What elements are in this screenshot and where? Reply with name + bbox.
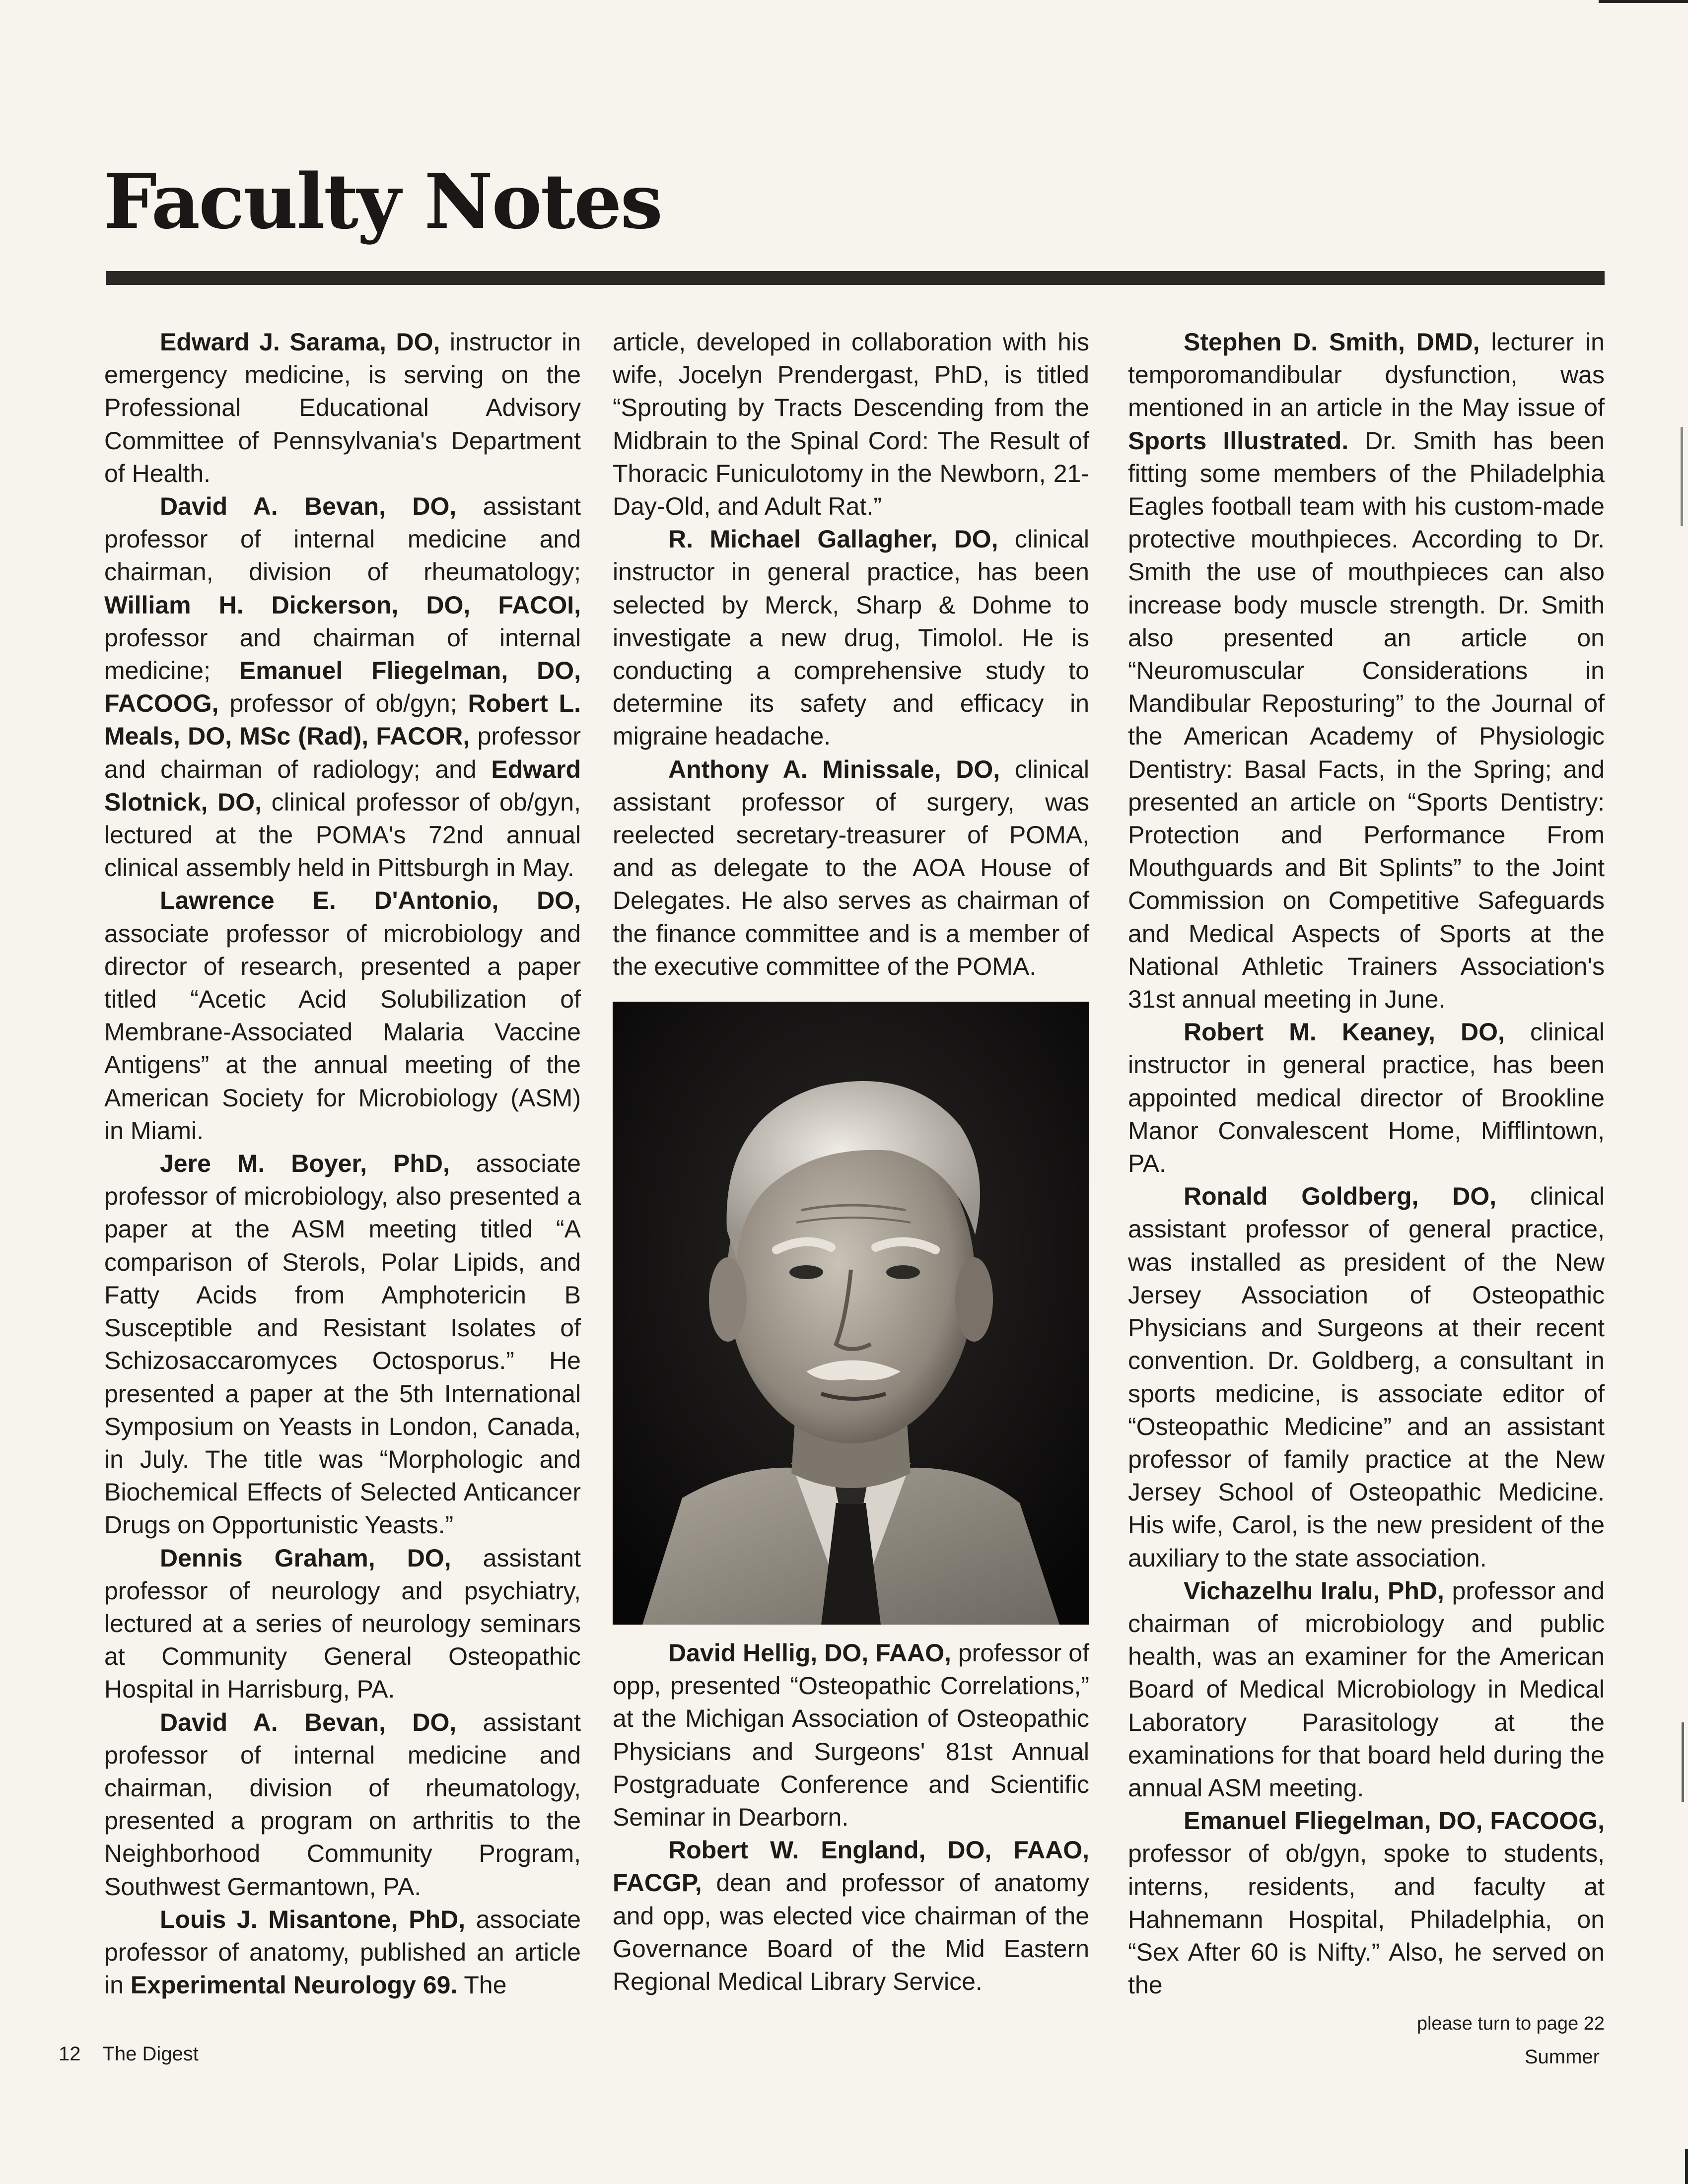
note-smith	[1128, 326, 1605, 1016]
scan-mark	[1599, 0, 1688, 3]
page-number: 12	[59, 2043, 81, 2065]
scan-mark	[1682, 1722, 1684, 1802]
column-2	[613, 326, 1089, 1998]
note-minissale	[613, 753, 1089, 983]
faculty-name: Anthony A. Minissale, DO,	[668, 755, 1000, 783]
scan-mark	[1685, 2149, 1688, 2184]
faculty-name: Emanuel Fliegelman, DO, FACOOG,	[104, 657, 581, 718]
faculty-name: Jere M. Boyer, PhD,	[160, 1150, 450, 1178]
note-graham	[104, 1542, 581, 1706]
journal-name: Experimental Neurology 69.	[130, 1971, 458, 1999]
note-text: professor of opp, presented “Osteopathic Correlations,” at the Michigan Association of Osteopathic Physicians and Surgeons' 81st Annual Postgraduate Conference and Scientific Seminar in Dearborn.	[613, 1639, 1090, 1832]
note-text: assistant professor of neurology and psychiatry, lectured at a series of neurology seminars at Community General Osteopathic Hospital in Harrisburg, PA.	[104, 1544, 581, 1704]
faculty-name: Edward J. Sarama, DO,	[160, 328, 440, 356]
note-england	[613, 1834, 1089, 1998]
note-text: professor and chairman of internal medicine;	[104, 623, 581, 685]
faculty-name: R. Michael Gallagher, DO,	[668, 525, 998, 553]
page-title: Faculty Notes	[103, 157, 662, 246]
continuation-note: please turn to page 22	[1416, 2013, 1605, 2035]
note-dantonio	[104, 884, 581, 1147]
note-text: assistant professor of internal medicine and chairman, division of rheumatology, presented a program on arthritis to the Neighborhood Community Program, Southwest Germantown, PA.	[104, 1708, 581, 1901]
note-misantone-continued: article, developed in collaboration with his wife, Jocelyn Prendergast, PhD, is titled “Sprouting by Tracts Descending from the Midbrain to the Spinal Cord: The Result of Thoracic Funiculotomy in the Newborn, 21-Day-Old, and Adult Rat.”	[613, 328, 1089, 521]
note-hellig	[613, 1637, 1089, 1834]
faculty-name: Dennis Graham, DO,	[160, 1544, 451, 1572]
note-text: The	[457, 1971, 507, 1999]
faculty-name: Louis J. Misantone, PhD,	[160, 1905, 466, 1933]
portrait-illustration	[613, 1002, 1089, 1625]
note-sarama	[104, 326, 581, 490]
faculty-name: Stephen D. Smith, DMD,	[1184, 328, 1480, 356]
note-text: professor and chairman of radiology; and	[104, 722, 581, 783]
faculty-name: Robert L. Meals, DO, MSc (Rad), FACOR,	[104, 689, 581, 751]
note-text: Dr. Smith has been fitting some members of the Philadelphia Eagles football team with his custom-made protective mouthpieces. According to Dr. Smith the use of mouthpieces can also increase body muscle strength. Dr. Smith also presented an article on “Neuromuscular Considerations in Mandibular Reposturing” to the Journal of the American Academy of Physiologic Dentistry: Basal Facts, in the Spring; and presented an article on “Sports Dentistry: Protection and Performance From Mouthguards and Bit Splints” to the Joint Commission on Competitive Safeguards and Medical Aspects of Sports at the National Athletic Trainers Association's 31st annual meeting in June.	[1128, 426, 1605, 1014]
note-text: professor of ob/gyn;	[218, 689, 468, 718]
note-text: professor and chairman of microbiology and public health, was an examiner for the American Board of Medical Microbiology in Medical Laboratory Parasitology at the examinations for that board held during the annual ASM meeting.	[1128, 1576, 1605, 1802]
note-fliegelman	[1128, 1804, 1605, 2001]
note-text: professor of ob/gyn, spoke to students, interns, residents, and faculty at Hahnemann Hospital, Philadelphia, on “Sex After 60 is Nifty.” Also, he served on the	[1128, 1840, 1605, 1999]
magazine-name: Sports Illustrated.	[1128, 426, 1349, 455]
note-text: dean and professor of anatomy and opp, was elected vice chairman of the Governance Board of the Mid Eastern Regional Medical Library Service.	[613, 1869, 1089, 1996]
portrait-photo	[613, 1002, 1089, 1625]
title-rule	[106, 271, 1605, 285]
scan-mark	[1681, 427, 1683, 526]
note-text: clinical instructor in general practice, has been appointed medical director of Brookline Manor Convalescent Home, Mifflintown, PA.	[1128, 1018, 1605, 1178]
note-text: clinical professor of ob/gyn, lectured at the POMA's 72nd annual clinical assembly held in Pittsburgh in May.	[104, 788, 581, 882]
note-text: clinical assistant professor of general practice, was installed as president of the New Jersey Association of Osteopathic Physicians and Surgeons at their recent convention. Dr. Goldberg, a consultant in sports medicine, is associate editor of “Osteopathic Medicine” and an assistant professor of family practice at the New Jersey School of Osteopathic Medicine. His wife, Carol, is the new president of the auxiliary to the state association.	[1128, 1182, 1605, 1572]
note-goldberg	[1128, 1180, 1605, 1574]
faculty-name: Emanuel Fliegelman, DO, FACOOG,	[1184, 1807, 1605, 1835]
note-text: clinical assistant professor of surgery, was reelected secretary-treasurer of POMA, and as delegate to the AOA House of Delegates. He also serves as chairman of the finance committee and is a member of the executive committee of the POMA.	[613, 755, 1089, 980]
note-text: associate professor of anatomy, published an article in	[104, 1905, 581, 1999]
note-text: associate professor of microbiology, also presented a paper at the ASM meeting titled “A comparison of Sterols, Polar Lipids, and Fatty Acids from Amphotericin B Susceptible and Resistant Isolates of Schizosaccaromyces Octosporus.” He presented a paper at the 5th International Symposium on Yeasts in London, Canada, in July. The title was “Morphologic and Biochemical Effects of Selected Anticancer Drugs on Opportunistic Yeasts.”	[104, 1150, 581, 1539]
note-text: assistant professor of internal medicine and chairman, division of rheumatology;	[104, 492, 581, 586]
note-keaney	[1128, 1016, 1605, 1180]
note-boyer	[104, 1147, 581, 1541]
note-text: clinical instructor in general practice, has been selected by Merck, Sharp & Dohme to investigate a new drug, Timolol. He is conducting a comprehensive study to determine its safety and efficacy in migraine headache.	[613, 525, 1089, 751]
column-3	[1128, 326, 1605, 2041]
faculty-name: Vichazelhu Iralu, PhD,	[1184, 1576, 1444, 1605]
note-text: lecturer in temporomandibular dysfunction, was mentioned in an article in the May issue of	[1128, 328, 1605, 422]
faculty-name: Ronald Goldberg, DO,	[1184, 1182, 1497, 1211]
faculty-name: Edward Slotnick, DO,	[104, 755, 581, 816]
note-poma-assembly	[104, 490, 581, 884]
faculty-name: David A. Bevan, DO,	[160, 492, 457, 521]
footer-season: Summer	[1524, 2046, 1600, 2068]
faculty-name: David Hellig, DO, FAAO,	[668, 1639, 951, 1667]
note-text: associate professor of microbiology and director of research, presented a paper titled “Acetic Acid Solubilization of Membrane-Associated Malaria Vaccine Antigens” at the annual meeting of the American Society for Microbiology (ASM) in Miami.	[104, 919, 581, 1145]
note-text: instructor in emergency medicine, is serving on the Professional Educational Advisory Committee of Pennsylvania's Department of Health.	[104, 328, 581, 487]
note-iralu	[1128, 1574, 1605, 1804]
note-gallagher	[613, 523, 1089, 752]
note-bevan	[104, 1706, 581, 1903]
note-misantone	[104, 1903, 581, 2002]
column-1	[104, 326, 581, 2001]
faculty-name: Lawrence E. D'Antonio, DO,	[160, 887, 581, 915]
faculty-name: William H. Dickerson, DO, FACOI,	[104, 591, 581, 619]
publication-name: The Digest	[102, 2043, 199, 2065]
faculty-name: David A. Bevan, DO,	[160, 1708, 457, 1736]
faculty-name: Robert M. Keaney, DO,	[1184, 1018, 1505, 1046]
faculty-name: Robert W. England, DO, FAAO, FACGP,	[613, 1836, 1089, 1897]
footer-left	[59, 2043, 199, 2065]
